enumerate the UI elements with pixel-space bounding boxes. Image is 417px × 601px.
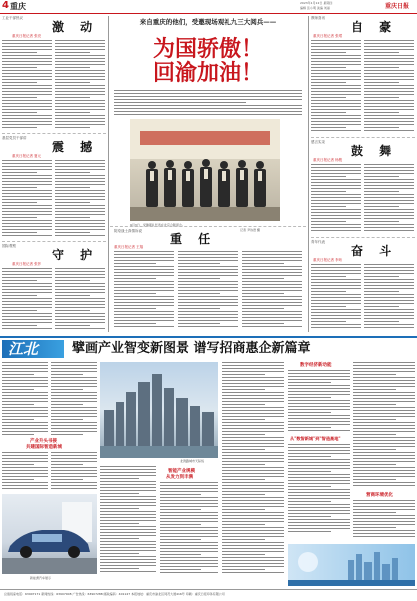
body-text — [51, 362, 97, 436]
divider — [2, 241, 106, 242]
divider — [311, 237, 415, 238]
feature-headline: 回渝加油！ — [152, 60, 263, 86]
skyline-illustration — [100, 362, 218, 458]
body-text — [178, 251, 238, 331]
right-column — [311, 16, 415, 334]
photo-caption: 9月3日，受邀观礼代表在北京合影留念。 — [130, 223, 185, 227]
subsection-title: 数字经济新动能 — [300, 363, 332, 368]
byline: 重庆日报记者 杨骏 — [313, 158, 343, 162]
bottom-feature-body — [0, 360, 417, 588]
section-title-zihao: 自 豪 — [351, 20, 398, 34]
photo-caption: 新能源汽车展示 — [30, 576, 52, 580]
photo-credit: 记者 尹诗语 摄 — [240, 228, 260, 232]
section-title-jidong: 激 动 — [52, 20, 99, 34]
city-banner-illustration — [288, 544, 415, 586]
promo-graphic — [288, 544, 415, 586]
subsection-title: 从"数智新城"到"智造高地" — [290, 436, 341, 441]
body-text — [2, 160, 52, 238]
group-photo — [130, 119, 280, 221]
car-photo — [2, 494, 97, 574]
center-feature — [110, 16, 306, 244]
body-text — [288, 444, 350, 534]
body-text — [55, 268, 105, 332]
body-text — [55, 160, 105, 238]
body-text — [100, 466, 156, 576]
body-text — [288, 370, 350, 434]
body-text — [2, 362, 48, 436]
footer-bar — [0, 589, 417, 601]
masthead — [0, 0, 417, 14]
body-text — [222, 362, 284, 576]
byline: 重庆日报记者 张莎 — [12, 262, 42, 266]
section-kicker: 青年代表 — [311, 240, 325, 244]
body-text — [353, 362, 415, 490]
body-text — [364, 40, 414, 134]
section-title-shouhu: 守 护 — [52, 248, 99, 262]
body-text — [114, 90, 302, 116]
section-kicker: 国际观察 — [2, 244, 16, 248]
subsection-title: 智能产业规模 — [168, 469, 195, 474]
region-name: 江北 — [8, 340, 39, 358]
column-rule — [308, 16, 309, 332]
body-text — [160, 482, 218, 578]
editor-line: 编辑 张小明 美编 刘丽 — [300, 6, 330, 10]
subsection-title: 产业升头书接 — [30, 439, 57, 444]
bottom-headline: 擘画产业智变新图景 谱写招商惠企新篇章 — [72, 341, 311, 356]
body-text — [2, 452, 48, 492]
divider — [110, 226, 306, 227]
section-title-fendou: 奋 斗 — [351, 244, 398, 258]
page-number: 4 — [2, 0, 9, 11]
body-text — [55, 40, 105, 130]
center-bottom — [110, 226, 306, 334]
footer-info: 总值班室电话：63907171 新闻热线：63907008 广告热线：63907288 邮政编码：401147 本报地址：重庆市渝北区同茂大道416号 印刷：重庆日报印务有限公司 — [4, 592, 225, 596]
body-text — [311, 264, 361, 330]
section-kicker: 感言实录 — [311, 140, 325, 144]
byline: 重庆日报记者 李珩 — [313, 258, 343, 262]
body-text — [51, 452, 97, 492]
left-column — [2, 16, 106, 334]
subsection-title: 从发力到丰满 — [166, 475, 193, 480]
byline: 重庆日报记者 张亮 — [12, 34, 42, 38]
bottom-feature-banner — [0, 336, 417, 360]
column-rule — [108, 16, 109, 332]
feature-kicker: 来自重庆的他们，受邀现场观礼九三大阅兵—— — [139, 18, 277, 26]
date-line: 2023年1月12日 星期四 — [300, 1, 333, 5]
byline: 重庆日报记者 夏元 — [12, 154, 42, 158]
body-text — [311, 40, 361, 134]
body-text — [2, 268, 52, 332]
divider — [311, 137, 415, 138]
body-text — [311, 164, 361, 234]
body-text — [364, 264, 414, 330]
byline: 重庆日报记者 张珺 — [313, 34, 343, 38]
section-kicker: 工业干部热议 — [2, 16, 23, 20]
body-text — [114, 251, 174, 331]
subsection-title: 营商环境优化 — [366, 493, 393, 498]
car-illustration — [2, 494, 97, 574]
section-kicker: 基层党员干部讲 — [2, 136, 27, 140]
brand-logo: 重庆日报 — [385, 3, 410, 10]
section-title-guwu: 鼓 舞 — [351, 144, 398, 158]
section-title-zhenhan: 震 撼 — [52, 140, 99, 154]
section-kicker: 防疫战士真情诉说 — [114, 229, 142, 233]
people-illustration — [130, 119, 280, 221]
byline: 重庆日报记者 王翔 — [114, 245, 144, 249]
body-text — [2, 40, 52, 130]
section-kicker: 教师喜讯 — [311, 16, 325, 20]
feature-headline: 为国骄傲！ — [152, 36, 263, 62]
section-title-zhongren: 重 任 — [170, 232, 217, 246]
body-text — [242, 251, 302, 331]
photo-caption: 北滨路城市天际线 — [180, 459, 205, 463]
section-name: 重庆 — [10, 2, 26, 11]
body-text — [353, 500, 415, 540]
subsection-title: 共建国际智造新城 — [26, 445, 62, 450]
body-text — [364, 164, 414, 234]
skyline-photo — [100, 362, 218, 458]
divider — [2, 133, 106, 134]
region-badge — [2, 340, 64, 358]
